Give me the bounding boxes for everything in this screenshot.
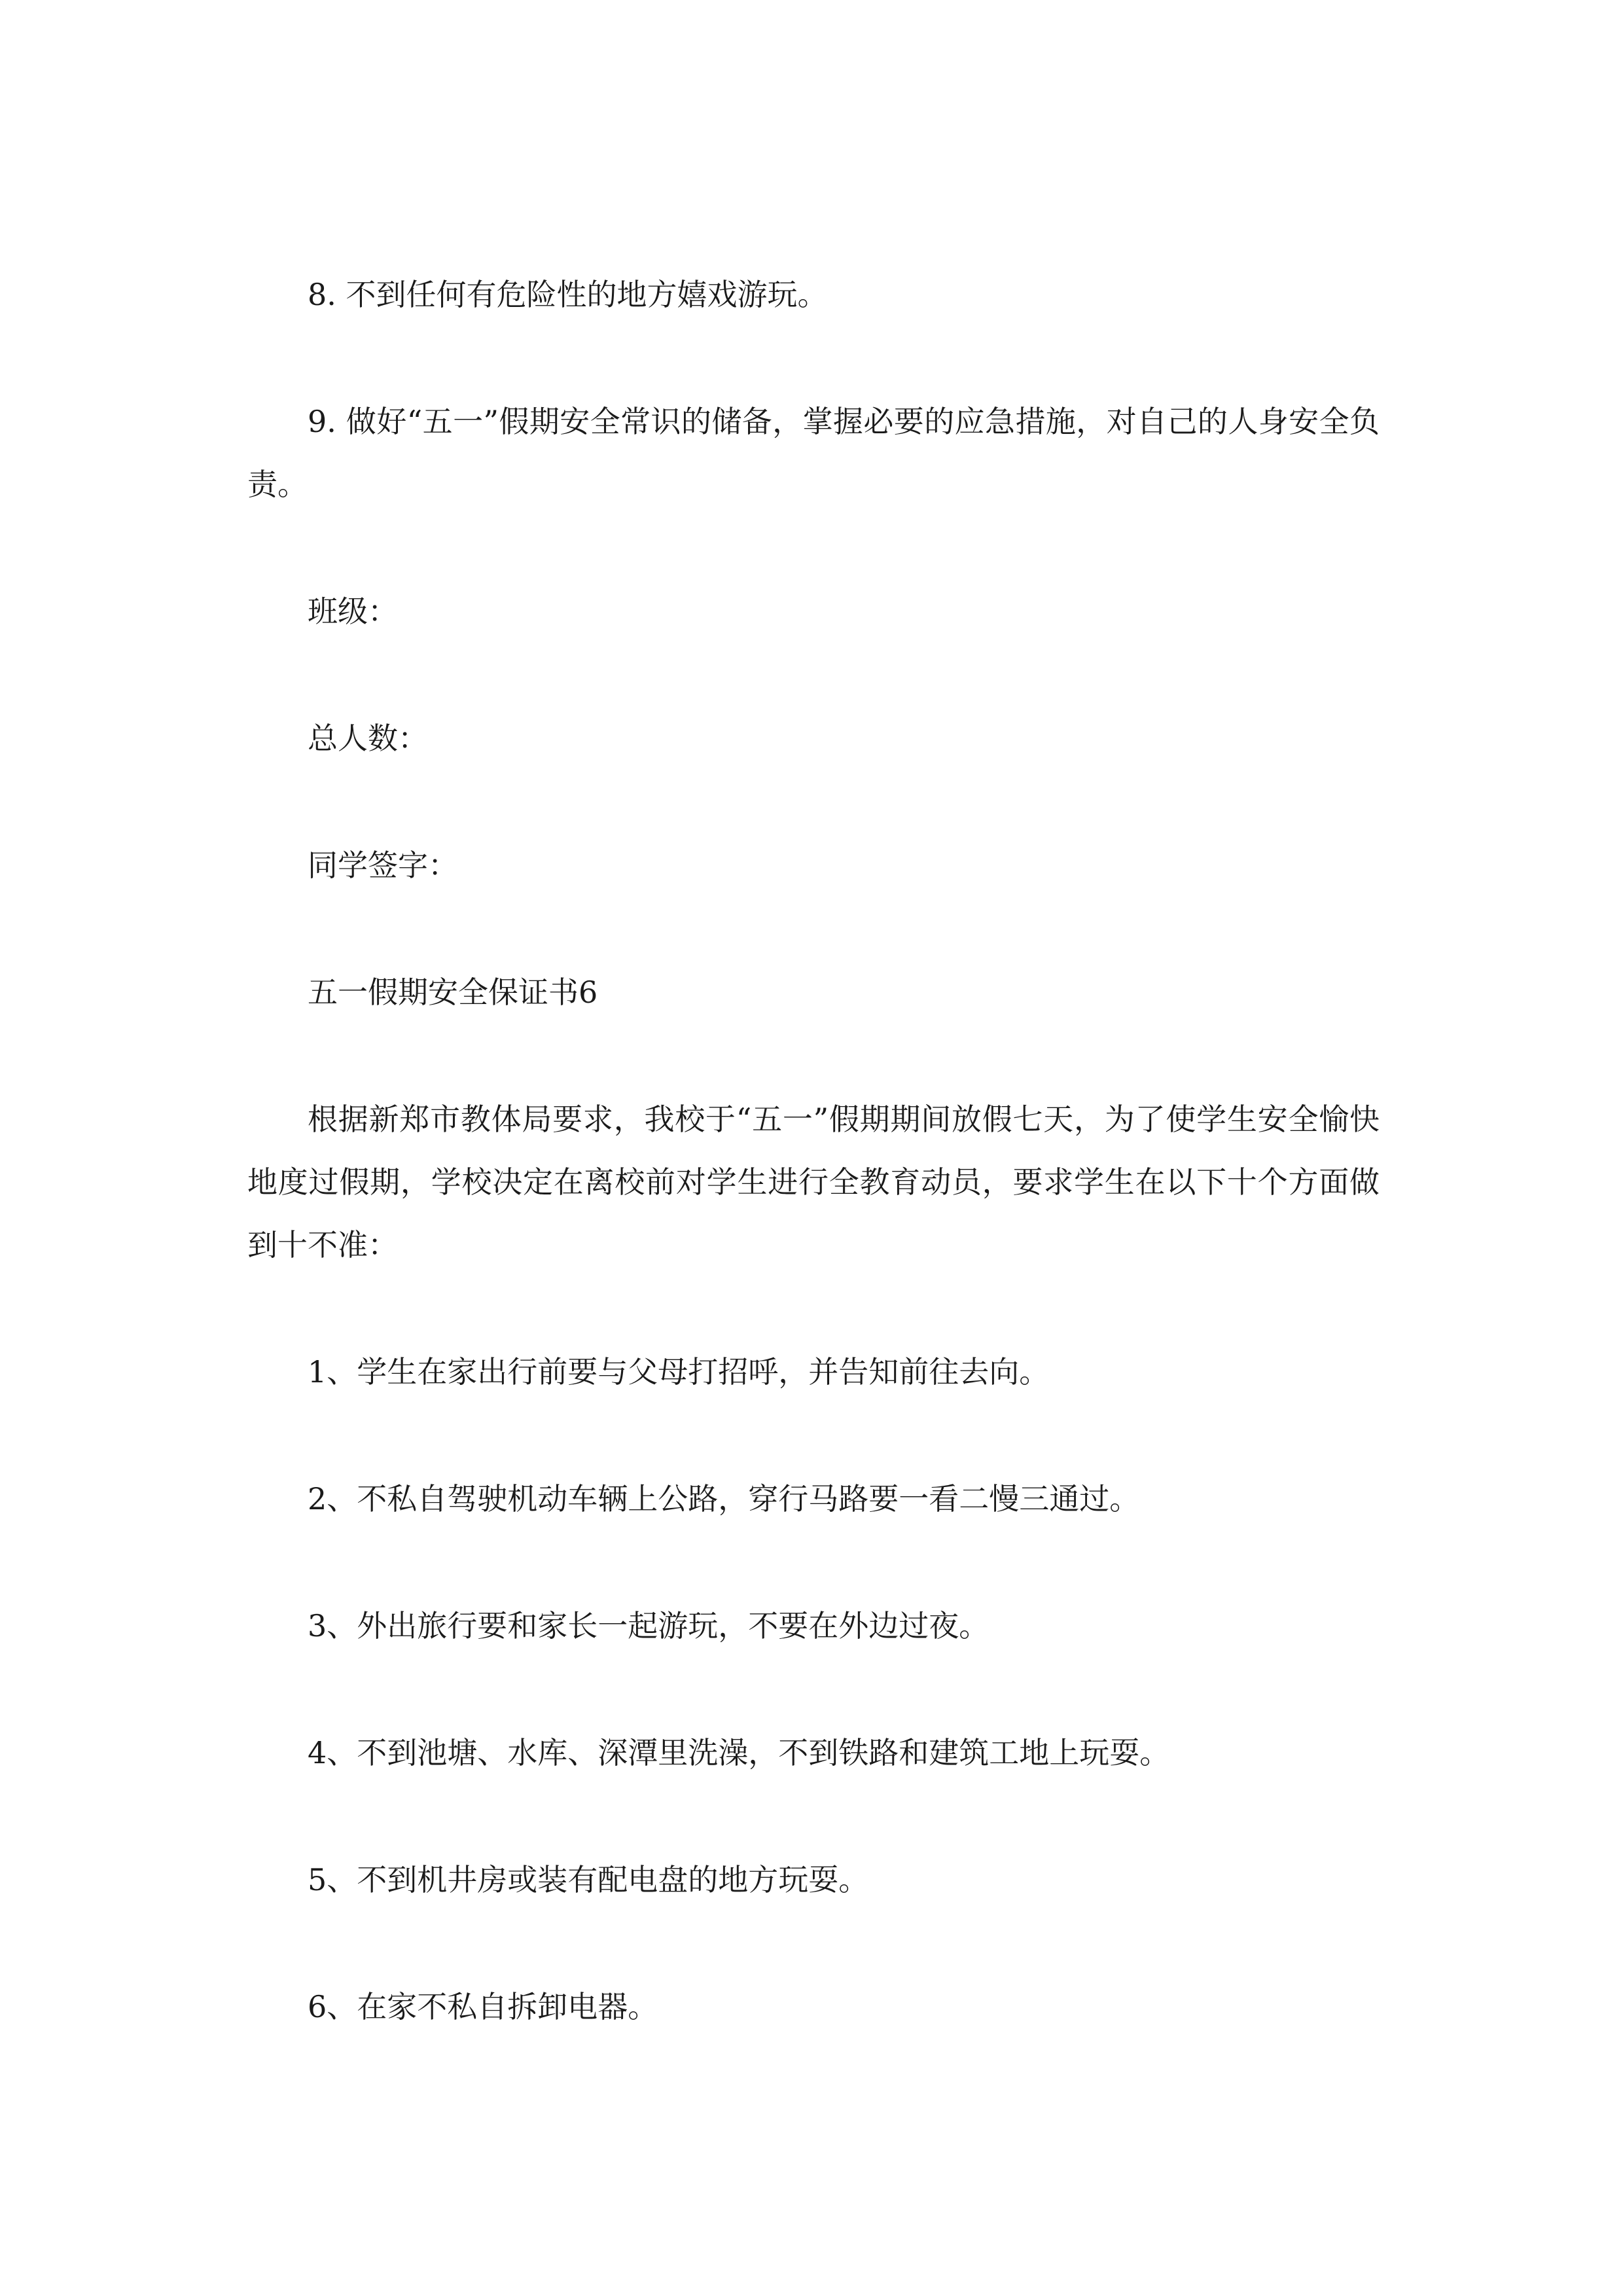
document-body bbox=[247, 263, 1380, 2102]
total-count-field-label: 总人数： bbox=[308, 721, 428, 756]
list-item-8: 8. 不到任何有危险性的地方嬉戏游玩。 bbox=[308, 277, 828, 312]
section-title: 五一假期安全保证书6 bbox=[308, 975, 598, 1010]
student-signature-field-label: 同学签字： bbox=[308, 848, 458, 883]
rule-item-3: 3、外出旅行要和家长一起游玩，不要在外边过夜。 bbox=[308, 1608, 990, 1643]
rule-item-1: 1、学生在家出行前要与父母打招呼，并告知前往去向。 bbox=[308, 1354, 1050, 1390]
rule-item-4: 4、不到池塘、水库、深潭里洗澡，不到铁路和建筑工地上玩耍。 bbox=[308, 1735, 1170, 1770]
rule-item-2: 2、不私自驾驶机动车辆上公路，穿行马路要一看二慢三通过。 bbox=[308, 1481, 1140, 1516]
rule-item-5: 5、不到机井房或装有配电盘的地方玩耍。 bbox=[308, 1862, 869, 1897]
intro-paragraph: 根据新郑市教体局要求，我校于“五一”假期期间放假七天，为了使学生安全愉快地度过假期，学校决定在离校前对学生进行全教育动员，要求学生在以下十个方面做到十不准： bbox=[247, 1102, 1380, 1263]
list-item-9: 9. 做好“五一”假期安全常识的储备，掌握必要的应急措施，对自己的人身安全负责。 bbox=[247, 404, 1380, 502]
rule-item-6: 6、在家不私自拆卸电器。 bbox=[308, 1989, 658, 2024]
class-field-label: 班级： bbox=[308, 594, 398, 629]
